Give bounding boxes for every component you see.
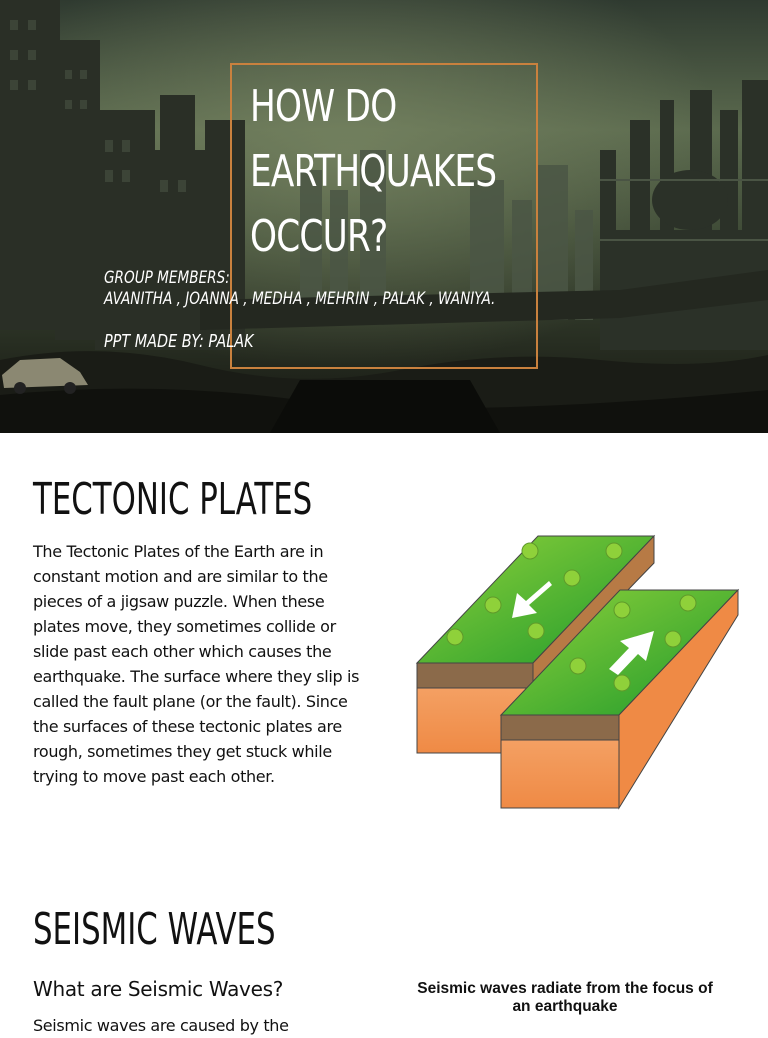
frame-gap-top [322, 60, 542, 66]
seismic-waves-body: Seismic waves are caused by the [33, 1016, 289, 1035]
made-by: PPT MADE BY: PALAK [104, 331, 254, 352]
title-line-3: OCCUR? [250, 211, 388, 262]
tectonic-plates-heading: TECTONIC PLATES [33, 474, 313, 525]
group-members-label: GROUP MEMBERS: [104, 268, 230, 288]
title-line-1: HOW DO [250, 81, 397, 132]
slide-title [250, 74, 497, 269]
tectonic-plates-diagram [414, 533, 744, 813]
title-slide [0, 0, 768, 433]
frame-gap-bottom [232, 366, 472, 372]
seismic-diagram-caption: Seismic waves radiate from the focus of an earthquake [417, 980, 713, 1015]
group-members [104, 268, 495, 310]
seismic-waves-heading: SEISMIC WAVES [33, 904, 276, 955]
title-line-2: EARTHQUAKES [250, 146, 497, 197]
seismic-waves-question: What are Seismic Waves? [33, 977, 284, 1001]
group-members-names: AVANITHA , JOANNA , MEDHA , MEHRIN , PALAK , WANIYA. [104, 289, 496, 309]
tectonic-plates-body: The Tectonic Plates of the Earth are in constant motion and are similar to the pieces of a jigsaw puzzle. When these plates move, they sometimes collide or slide past each other which causes the earthquake. The surface where they slip is called the fault plane (or the fault). Since the surfaces of these tectonic plates are rough, sometimes they get stuck while trying to move past each other. [33, 542, 360, 786]
